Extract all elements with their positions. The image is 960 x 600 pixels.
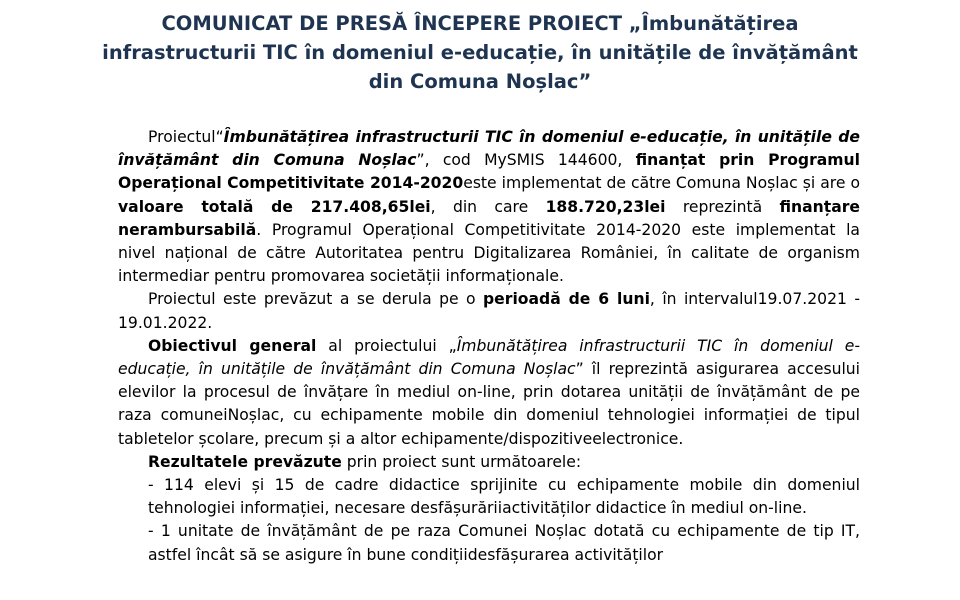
text: prin proiect sunt următoarele: — [341, 452, 582, 471]
text: Proiectul este prevăzut a se derula pe o — [148, 290, 484, 309]
text: reprezintă — [665, 197, 780, 216]
text: ”, cod MySMIS 144600, — [416, 151, 636, 170]
objective-label: Obiectivul general — [148, 336, 317, 355]
project-duration: perioadă de 6 luni — [483, 290, 650, 309]
document-body — [118, 126, 860, 567]
project-name: Îmbunătățirea infrastructurii TIC în domeniul e-educație, în unitățile de învățământ din Comuna Noșlac — [118, 336, 860, 379]
paragraph-project-period — [118, 288, 860, 334]
paragraph-results-heading — [118, 451, 860, 474]
results-label: Rezultatele prevăzute — [148, 452, 342, 471]
result-item-1: - 114 elevi și 15 de cadre didactice sprijinite cu echipamente mobile din domeniul tehnologiei informației, necesare desfășurăriiactivităților didactice în mediul on-line. — [148, 476, 860, 518]
text: este implementat de către Comuna Noșlac și are o — [463, 174, 860, 193]
title-line-2: infrastructurii TIC în domeniul e-educație, în unitățile de învățământ — [102, 41, 858, 64]
paragraph-general-objective — [118, 335, 860, 451]
text: al proiectului „ — [316, 336, 457, 355]
funding-source: finanțat prin Programul Operațional Competitivitate 2014-2020 — [118, 151, 860, 193]
result-item-2: - 1 unitate de învățământ de pe raza Comunei Noșlac dotată cu echipamente de tip IT, astfel încât să se asigure în bune condițiidesfășurarea activităților — [148, 522, 860, 564]
text: , din care — [430, 197, 546, 216]
text: Proiectul“ — [148, 128, 224, 146]
total-value: valoare totală de 217.408,65lei — [118, 197, 431, 216]
paragraph-project-intro — [118, 126, 860, 288]
title-line-3: din Comuna Noșlac” — [368, 70, 592, 93]
project-name: Îmbunătățirea infrastructurii TIC în domeniul e-educație, în unitățile de învățământ din Comuna Noșlac — [118, 128, 860, 170]
text: ” îl reprezintă asigurarea accesului elevilor la procesul de învățare în mediul on-line, prin dotarea unității de învățământ de pe raza comuneiNoșlac, cu echipamente mobile din domeniul tehnologiei informației de tipul tabletelor școlare, precum și a altor echipamente/dispozitiveelectronice. — [118, 360, 860, 448]
document-title — [60, 9, 900, 96]
grant-type: finanțare nerambursabilă — [118, 197, 860, 239]
title-line-1: COMUNICAT DE PRESĂ ÎNCEPERE PROIECT „Îmbunătățirea — [161, 12, 799, 35]
text: . Programul Operațional Competitivitate 2014-2020 este implementat la nivel național de către Autoritatea pentru Digitalizarea României, în calitate de organism intermediar pentru promovarea societății informaționale. — [118, 220, 860, 286]
grant-value: 188.720,23lei — [545, 197, 666, 216]
text: , în intervalul19.07.2021 - 19.01.2022. — [118, 290, 860, 332]
